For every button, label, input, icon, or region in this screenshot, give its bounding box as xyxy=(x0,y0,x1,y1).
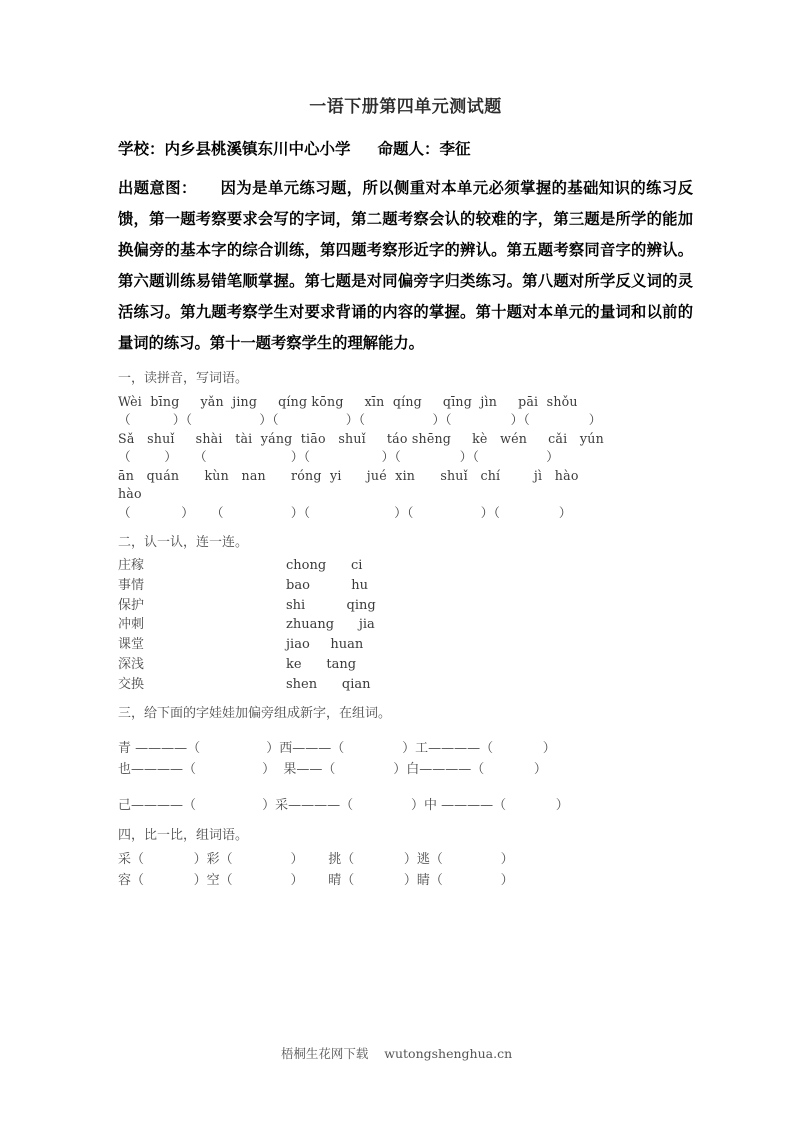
match-word[interactable]: 冲刺 xyxy=(118,617,145,633)
match-pinyin[interactable]: jiao huan xyxy=(286,637,364,652)
match-pinyin[interactable]: zhuang jia xyxy=(286,617,375,633)
exam-intent-paragraph: 出题意图： 因为是单元练习题，所以侧重对本单元必须掌握的基础知识的练习反馈，第一题考察要求会写的字词，第二题考察会认的较难的字，第三题是所学的能加换偏旁的基本字的综合训练，第四题考察形近字的辨认。第五题考察同音字的辨认。第六题训练易错笔顺掌握。第七题是对同偏旁字归类练习。第八题对所学反义词的灵活练习。第九题考察学生对要求背诵的内容的掌握。第十题对本单元的量词和以前的量词的练习。第十一题考察学生的理解能力。 xyxy=(118,179,693,353)
list-item[interactable] xyxy=(118,635,693,655)
section-4-heading: 四，比一比，组词语。 xyxy=(118,827,249,843)
footer-spacer xyxy=(368,1046,384,1061)
answer-blank-row[interactable]: （ ） （ ）（ ）（ ）（ ） xyxy=(118,449,560,465)
pinyin-row: Sǎ shuǐ shài tài yáng tiāo shuǐ táo shēng kè wén cǎi yún xyxy=(118,430,604,446)
answer-blank-row[interactable]: （ ）（ ）（ ）（ ）（ ）（ ） xyxy=(118,412,602,428)
footer-site-url: wutongshenghua.cn xyxy=(384,1046,513,1061)
section-1-pinyin-block xyxy=(118,393,693,523)
match-pinyin[interactable]: ke tang xyxy=(286,656,357,672)
list-item[interactable] xyxy=(118,655,693,675)
list-item[interactable] xyxy=(118,556,693,576)
match-pinyin[interactable]: bao hu xyxy=(286,577,368,593)
row-spacer xyxy=(118,780,693,795)
match-pinyin[interactable]: chong ci xyxy=(286,558,363,573)
list-item[interactable] xyxy=(118,576,693,596)
pinyin-row-wrap: hào xyxy=(118,486,142,502)
match-word[interactable]: 庄稼 xyxy=(118,558,145,573)
match-pinyin[interactable]: shi qing xyxy=(286,597,376,613)
radical-exercise-row[interactable]: 也————（ ） 果——（ ）白————（ ） xyxy=(118,761,547,777)
match-word[interactable]: 交换 xyxy=(118,676,145,692)
section-4-compare-block xyxy=(118,849,693,891)
compare-exercise-row[interactable]: 采（ ）彩（ ） 挑（ ）逃（ ） xyxy=(118,852,514,868)
list-item[interactable] xyxy=(118,675,693,695)
match-word[interactable]: 保护 xyxy=(118,597,145,613)
match-word[interactable]: 深浅 xyxy=(118,656,145,672)
page-title: 一语下册第四单元测试题 xyxy=(309,97,502,117)
document-body xyxy=(118,96,693,891)
radical-exercise-row[interactable]: 己————（ ）采————（ ）中 ————（ ） xyxy=(118,797,569,813)
match-word[interactable]: 课堂 xyxy=(118,637,145,652)
section-2-match-list xyxy=(118,556,693,694)
section-2-heading: 二，认一认，连一连。 xyxy=(118,534,249,550)
pinyin-row: ān quán kùn nan róng yi jué xin shuǐ chí jì hào xyxy=(118,468,579,484)
section-3-radical-block xyxy=(118,738,693,816)
section-1-heading: 一，读拼音，写词语。 xyxy=(118,371,249,387)
school-author-line: 学校：内乡县桃溪镇东川中心小学 命题人：李征 xyxy=(118,139,471,158)
radical-exercise-row[interactable]: 青 ————（ ）西———（ ）工————（ ） xyxy=(118,740,556,756)
list-item[interactable] xyxy=(118,596,693,616)
section-3-heading: 三，给下面的字娃娃加偏旁组成新字，在组词。 xyxy=(118,706,392,722)
answer-blank-row[interactable]: （ ） （ ）（ ）（ ）（ ） xyxy=(118,504,572,520)
page-footer xyxy=(0,1044,793,1062)
list-item[interactable] xyxy=(118,615,693,635)
compare-exercise-row[interactable]: 容（ ）空（ ） 晴（ ）睛（ ） xyxy=(118,873,514,889)
match-pinyin[interactable]: shen qian xyxy=(286,676,371,692)
pinyin-row: Wèi bīng yǎn jing qíng kōng xīn qíng qīng jìn pāi shǒu xyxy=(118,393,578,409)
footer-site-name: 梧桐生花网下载 xyxy=(280,1046,369,1061)
match-word[interactable]: 事情 xyxy=(118,577,145,593)
